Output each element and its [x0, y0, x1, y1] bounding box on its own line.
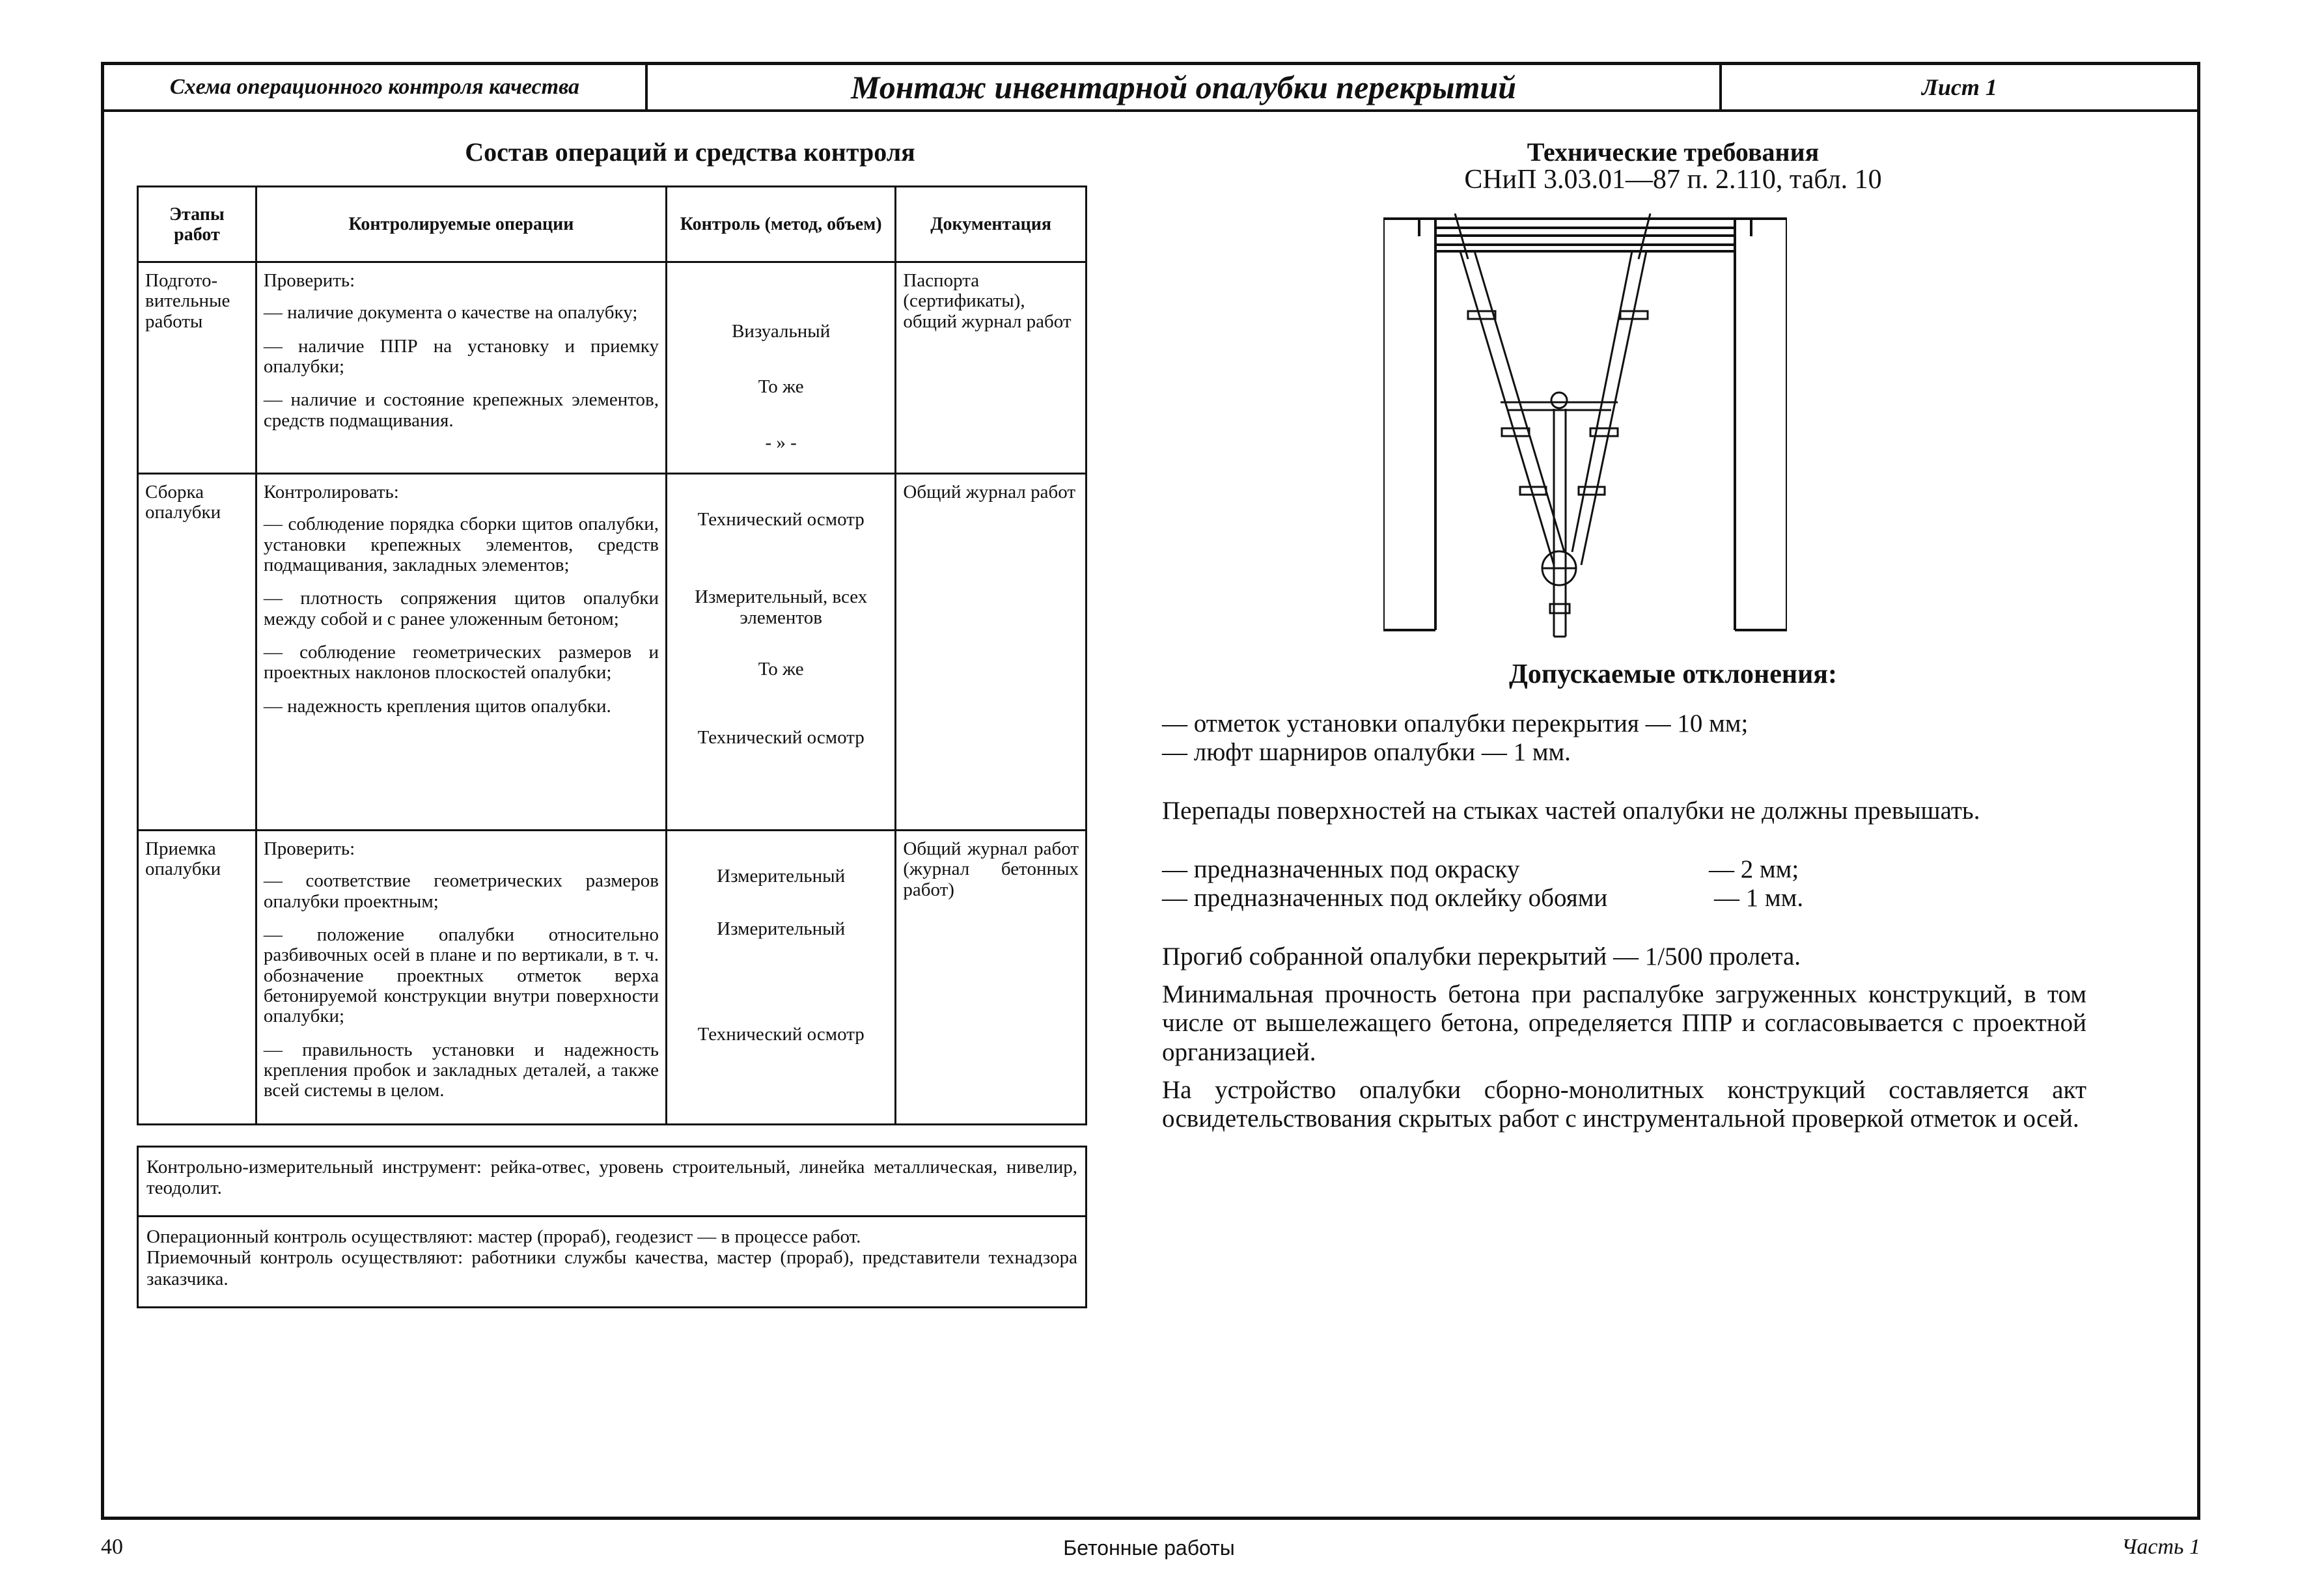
operation-item: — соблюдение порядка сборки щитов опалубки, установки крепежных элементов, средств подмащивания, закладных элементов; [263, 514, 659, 575]
header-title: Монтаж инвентарной опалубки перекрытий [648, 65, 1722, 109]
operations-cell [256, 262, 666, 474]
operation-item: — соответствие геометрических размеров опалубки проектным; [263, 870, 659, 912]
control-cell [666, 474, 895, 831]
header-row [104, 65, 2197, 112]
deviation-item: — отметок установки опалубки перекрытия — 10 мм; [1162, 709, 1749, 737]
operations-intro: Контролировать: [263, 482, 399, 502]
column-header-stages: Этапы работ [138, 187, 256, 262]
operation-item: — правильность установки и надежность крепления пробок и закладных деталей, а также всей системы в целом. [263, 1039, 659, 1101]
control-item: Измерительный [717, 918, 846, 940]
operation-item: — плотность сопряжения щитов опалубки между собой и с ранее уложенным бетоном; [263, 588, 659, 629]
operations-intro: Проверить: [263, 270, 355, 291]
operation-item: — наличие и состояние крепежных элементов, средств подмащивания. [263, 389, 659, 431]
footer-section-name: Бетонные работы [1063, 1536, 1235, 1560]
operations-intro: Проверить: [263, 838, 355, 859]
acceptance-paragraph: На устройство опалубки сборно-монолитных конструкций составляется акт освидетельствования скрытых работ с инструментальной проверкой отметок и осей. [1162, 1075, 2086, 1133]
stage-cell: Сборка опалубки [138, 474, 256, 831]
table-row [138, 831, 1087, 1125]
surface-item [1162, 855, 2086, 884]
operational-control-note: Операционный контроль осуществляют: мастер (прораб), геодезист — в процессе работ. [146, 1226, 861, 1247]
deflection-paragraph: Прогиб собранной опалубки перекрытий — 1/500 пролета. [1162, 942, 1801, 971]
column-header-operations: Контролируемые операции [256, 187, 666, 262]
operations-section-title: Состав операций и средства контроля [465, 137, 915, 167]
table-row [138, 262, 1087, 474]
control-cell [666, 262, 895, 474]
deviations-title: Допускаемые отклонения: [1509, 659, 1837, 689]
control-item: Визуальный [732, 321, 831, 342]
operations-cell [256, 474, 666, 831]
documentation-cell: Паспорта (сертификаты), общий журнал работ [896, 262, 1087, 474]
control-item: - » - [765, 432, 797, 453]
header-sheet-label: Лист 1 [1922, 74, 1997, 100]
control-item: То же [758, 376, 804, 398]
surface-item-label: — предназначенных под окраску [1162, 855, 1520, 884]
operation-item: — наличие ППР на установку и приемку опалубки; [263, 335, 659, 377]
column-header-documentation: Документация [896, 187, 1087, 262]
stage-cell: Подгото-вительные работы [138, 262, 256, 474]
notes-block [137, 1146, 1087, 1308]
control-item: Измерительный [717, 866, 846, 887]
documentation-cell: Общий журнал работ (журнал бетонных работ) [896, 831, 1087, 1125]
surface-item-label: — предназначенных под оклейку обоями [1162, 884, 1608, 913]
surface-item-value: — 2 мм; [1709, 855, 1799, 884]
operation-item: — надежность крепления щитов опалубки. [263, 695, 611, 717]
operation-item: — соблюдение геометрических размеров и проектных наклонов плоскостей опалубки; [263, 641, 659, 683]
control-item: Технический осмотр [697, 1023, 865, 1045]
column-header-control: Контроль (метод, объем) [666, 187, 895, 262]
formwork-drawing [1383, 213, 1787, 643]
table-header-row [138, 187, 1087, 262]
control-notes [139, 1215, 1085, 1306]
operation-item: — наличие документа о качестве на опалубку; [263, 302, 638, 323]
requirements-text [1162, 709, 2086, 1133]
control-item: Технический осмотр [697, 509, 865, 530]
header-scheme-label: Схема операционного контроля качества [104, 65, 648, 109]
control-cell [666, 831, 895, 1125]
stage-cell: Приемка опалубки [138, 831, 256, 1125]
surface-item [1162, 884, 2086, 913]
strength-paragraph: Минимальная прочность бетона при распалубке загруженных конструкций, в том числе от вышележащего бетона, определяется ППР и согласовывается с проектной организацией. [1162, 980, 2086, 1066]
slab-beam [1383, 219, 1787, 251]
documentation-cell: Общий журнал работ [896, 474, 1087, 831]
control-item: Измерительный, всех элементов [695, 586, 868, 628]
deviation-item: — люфт шарниров опалубки — 1 мм. [1162, 738, 1571, 767]
operations-cell [256, 831, 666, 1125]
requirements-subtitle: СНиП 3.03.01—87 п. 2.110, табл. 10 [1464, 165, 1882, 195]
strut-left [1455, 213, 1564, 565]
page-number: 40 [101, 1535, 123, 1559]
left-wall [1383, 219, 1435, 630]
strut-right [1572, 213, 1650, 565]
footer-part-label: Часть 1 [2121, 1535, 2200, 1559]
right-wall [1735, 219, 1787, 630]
table-row [138, 474, 1087, 831]
control-item: То же [758, 658, 804, 680]
control-item: Технический осмотр [697, 727, 865, 749]
page-frame [101, 62, 2200, 1520]
instrument-note: Контрольно-измерительный инструмент: рейка-отвес, уровень строительный, линейка металлическая, нивелир, теодолит. [146, 1157, 1077, 1199]
operations-table [137, 186, 1087, 1125]
surface-paragraph: Перепады поверхностей на стыках частей опалубки не должны превышать. [1162, 797, 1980, 825]
acceptance-control-note: Приемочный контроль осуществляют: работники службы качества, мастер (прораб), представители технадзора заказчика. [146, 1247, 1077, 1289]
surface-item-value: — 1 мм. [1714, 884, 1804, 913]
operation-item: — положение опалубки относительно разбивочных осей в плане и по вертикали, в т. ч. обозначение проектных отметок верха бетонируемой конструкции внутри поверхности опалубки; [263, 924, 659, 1027]
requirements-title: Технические требования [1527, 137, 1820, 167]
